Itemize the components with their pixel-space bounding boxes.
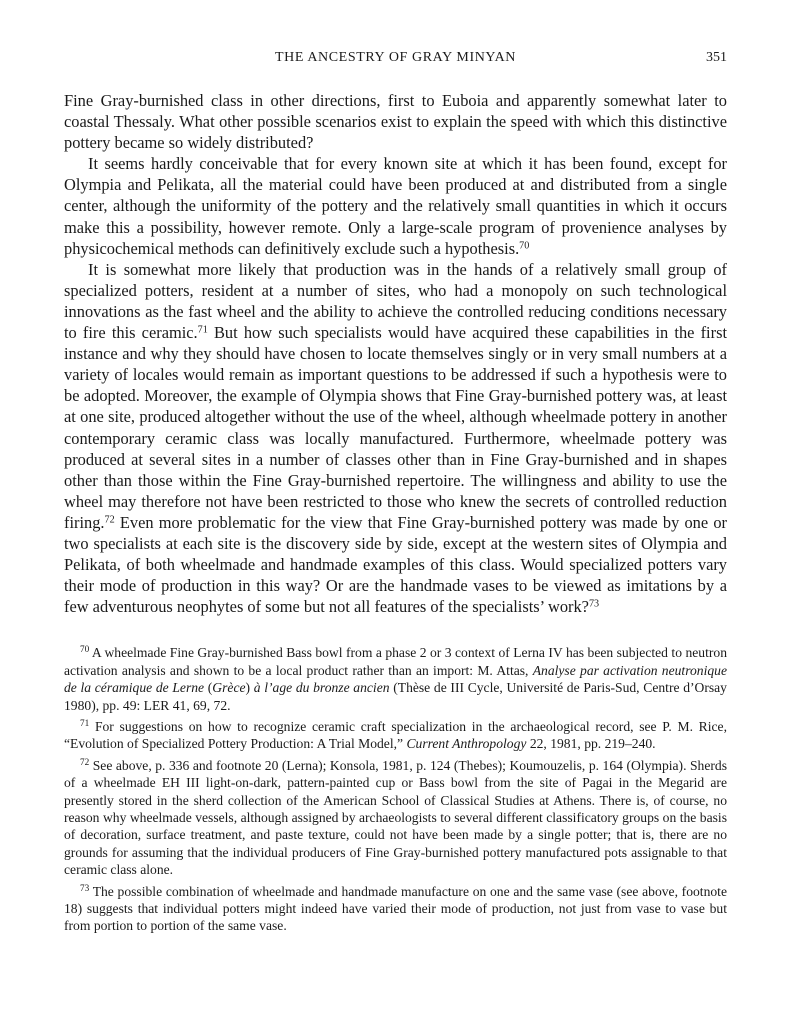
footnote-number: 73 bbox=[80, 882, 90, 893]
footnote-text: The possible combination of wheelmade and handmade manufacture on one and the same vase (see above, footnote 18) suggests that individual potters might indeed have varied their mode of production, not just from vase to vase but from portion to portion of the same vase. bbox=[64, 883, 727, 934]
paragraph-3 bbox=[64, 259, 727, 618]
footnote-text: A wheelmade Fine Gray-burnished Bass bowl from a phase 2 or 3 context of Lerna IV has been subjected to neutron activation analysis and shown to be a local product rather than an import: M. Attas, bbox=[64, 645, 727, 678]
footnote-text: (Thèse de III Cycle, Université de Paris-Sud, Centre d’Orsay 1980), pp. 49: LER 41, 69, 72. bbox=[64, 680, 727, 713]
footnote-ref-73[interactable]: 73 bbox=[588, 598, 600, 610]
body-text bbox=[64, 90, 727, 617]
paragraph-3-text-b: But how such specialists would have acquired these capabilities in the first instance and why they should have chosen to locate themselves singly or in very small numbers at a variety of locales would remain as important questions to be addressed if such a hypothesis were to be adopted. Moreover, the example of Olympia shows that Fine Gray-burnished pottery was, at least at one site, produced altogether without the use of the wheel, although wheelmade pottery in another contemporary ceramic class was locally manufactured. Furthermore, wheelmade pottery was produced at several sites in a number of classes other than in Fine Gray-burnished and in shapes other than those within the Fine Gray-burnished repertoire. The willingness and ability to use the wheel may therefore not have been restricted to those who knew the secrets of controlled reduction firing. bbox=[64, 323, 728, 532]
page-number: 351 bbox=[706, 50, 727, 65]
footnote-text: ( bbox=[204, 680, 213, 696]
paragraph-1 bbox=[64, 90, 727, 153]
paragraph-2-text: It seems hardly conceivable that for every known site at which it has been found, except for Olympia and Pelikata, all the material could have been produced at and distributed from a single center, although the uniformity of the pottery and the relatively small quantities in which it occurs make this a possibility, however remote. Only a large-scale program of provenience analyses by physicochemical methods can definitively exclude such a hypothesis. bbox=[64, 154, 727, 258]
footnote-text: For suggestions on how to recognize ceramic craft specialization in the archaeological record, see P. M. Rice, “Evolution of Specialized Pottery Production: A Trial Model,” bbox=[64, 718, 727, 752]
footnote-italic-title: Grèce bbox=[212, 680, 246, 696]
footnotes bbox=[64, 644, 727, 935]
paragraph-3-text-c: Even more problematic for the view that Fine Gray-burnished pottery was made by one or two specialists at each site is the discovery side by side, except at the western sites of Olympia and Pelikata, of both wheelmade and handmade examples of this class. Would specialized potters vary their mode of production in this way? Or are the handmade vases to be viewed as imitations by a few adventurous neophytes of some but not all features of the specialists’ work? bbox=[64, 512, 727, 617]
footnote-number: 71 bbox=[80, 717, 90, 728]
footnote-73 bbox=[64, 883, 727, 935]
running-head bbox=[64, 50, 727, 72]
footnote-70 bbox=[64, 644, 727, 714]
footnote-text: 22, 1981, pp. 219–240. bbox=[526, 736, 656, 752]
footnote-italic-journal: Current Anthropology bbox=[406, 736, 527, 752]
footnote-ref-70[interactable]: 70 bbox=[519, 240, 530, 252]
footnote-71 bbox=[64, 718, 727, 753]
footnote-text: See above, p. 336 and footnote 20 (Lerna); Konsola, 1981, p. 124 (Thebes); Koumouzelis, p. 164 (Olympia). Sherds of a wheelmade EH III light-on-dark, pattern-painted cup or Bass bowl from the site of Pagai in the Megarid are presently stored in the sherd collection of the American School of Classical Studies at Athens. There is, of course, no reason why wheelmade vessels, although assigned by archaeologists to several different classificatory groups on the basis of decoration, surface treatment, and paste texture, could not have been made by a single potter; that is, there are no grounds for assuming that the individual producers of Fine Gray-burnished pottery manufactured pots assignable to that ceramic class alone. bbox=[64, 757, 727, 878]
paragraph-1-text: Fine Gray-burnished class in other directions, first to Euboia and apparently somewhat later to coastal Thessaly. What other possible scenarios exist to explain the speed with which this distinctive pottery became so widely distributed? bbox=[64, 91, 727, 153]
footnote-number: 72 bbox=[80, 756, 90, 767]
paragraph-2 bbox=[64, 153, 727, 258]
footnote-72 bbox=[64, 757, 727, 879]
paragraph-3-text-a: It is somewhat more likely that production was in the hands of a relatively small group of specialized potters, resident at a number of sites, who had a monopoly on such technological innovations as the fast wheel and the ability to achieve the controlled reducing conditions necessary to fire this ceramic. bbox=[64, 259, 727, 343]
page bbox=[64, 50, 727, 939]
footnote-italic-title: Analyse par activation neutronique de la céramique de Lerne bbox=[64, 662, 727, 696]
footnote-ref-71[interactable]: 71 bbox=[197, 324, 208, 336]
running-title: THE ANCESTRY OF GRAY MINYAN bbox=[274, 50, 516, 65]
footnote-number: 70 bbox=[80, 644, 90, 655]
footnote-ref-72[interactable]: 72 bbox=[104, 514, 115, 526]
footnote-text: ) bbox=[245, 680, 254, 696]
footnote-italic-title: à l’age du bronze ancien bbox=[253, 680, 390, 696]
